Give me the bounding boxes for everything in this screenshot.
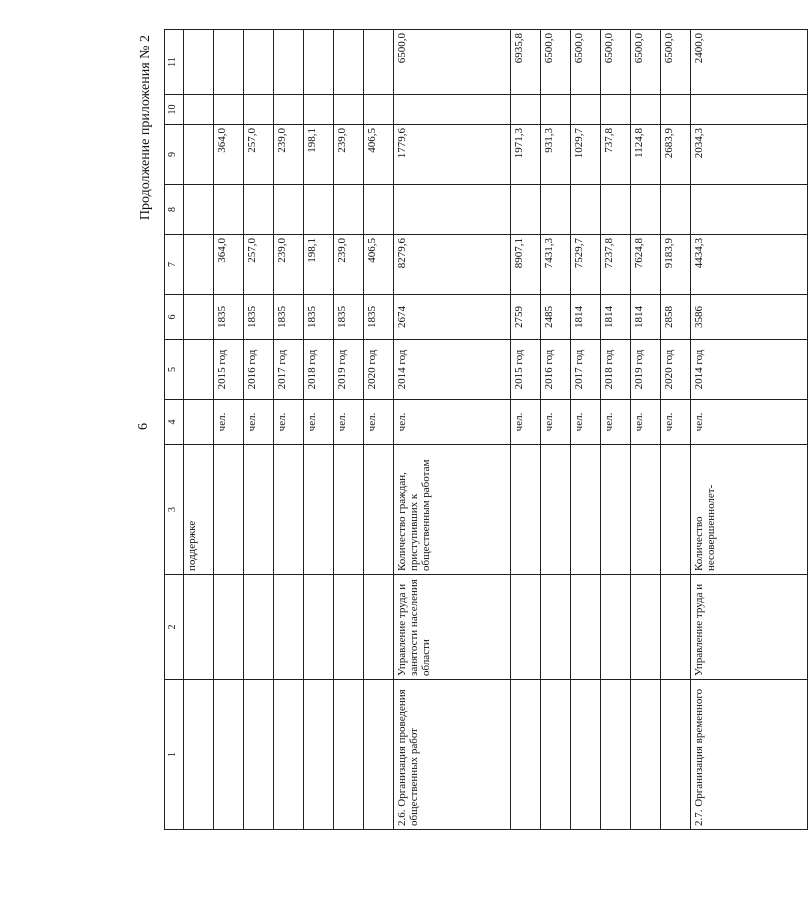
table-cell — [364, 445, 394, 575]
table-cell — [184, 95, 214, 125]
table-cell: 2759 — [511, 295, 541, 340]
table-cell: 1814 — [571, 295, 601, 340]
table-cell — [511, 445, 541, 575]
table-row — [394, 30, 511, 830]
table-cell — [214, 95, 244, 125]
page-number: 6 — [136, 423, 151, 430]
table-cell: 1835 — [364, 295, 394, 340]
table-cell: 1971,3 — [511, 125, 541, 185]
column-number: 11 — [165, 30, 184, 95]
table-cell: чел. — [274, 400, 304, 445]
table-cell: 198,1 — [304, 235, 334, 295]
table-cell: чел. — [364, 400, 394, 445]
table-cell — [541, 575, 571, 680]
table-cell — [661, 680, 691, 830]
column-number: 6 — [165, 295, 184, 340]
table-cell: Управление труда и занятости населения области — [394, 575, 511, 680]
table-cell — [214, 680, 244, 830]
table-cell — [541, 95, 571, 125]
table-cell — [601, 185, 631, 235]
table-cell: 1814 — [631, 295, 661, 340]
table-cell — [274, 445, 304, 575]
table-cell: 1835 — [334, 295, 364, 340]
table-cell — [571, 445, 601, 575]
table-cell: чел. — [601, 400, 631, 445]
table-cell: 7529,7 — [571, 235, 601, 295]
table-cell — [541, 445, 571, 575]
table-cell — [304, 185, 334, 235]
table-cell: 8279,6 — [394, 235, 511, 295]
table-cell: 931,3 — [541, 125, 571, 185]
table-cell: 1124,8 — [631, 125, 661, 185]
table-cell — [364, 575, 394, 680]
table-cell — [394, 95, 511, 125]
table-cell: 6500,0 — [601, 30, 631, 95]
table-cell: 2674 — [394, 295, 511, 340]
table-cell — [214, 185, 244, 235]
table-row — [364, 30, 394, 830]
table-cell — [661, 185, 691, 235]
table-cell — [304, 445, 334, 575]
table-cell — [244, 445, 274, 575]
table-cell: 2017 год — [571, 340, 601, 400]
table-cell — [244, 30, 274, 95]
table-cell: 2014 год — [691, 340, 808, 400]
table-cell — [511, 680, 541, 830]
appendix-note: Продолжение приложения № 2 — [138, 35, 153, 221]
table-cell — [184, 235, 214, 295]
table-cell — [304, 95, 334, 125]
table-cell — [214, 445, 244, 575]
table-cell — [334, 445, 364, 575]
column-number: 2 — [165, 575, 184, 680]
table-cell — [304, 575, 334, 680]
table-cell: 257,0 — [244, 125, 274, 185]
column-number: 4 — [165, 400, 184, 445]
table-cell: 9183,9 — [661, 235, 691, 295]
column-number: 7 — [165, 235, 184, 295]
table-cell — [394, 185, 511, 235]
table-cell: 2017 год — [274, 340, 304, 400]
table-cell — [601, 680, 631, 830]
table-cell — [364, 30, 394, 95]
table-cell: 2020 год — [364, 340, 394, 400]
table-cell: 2.7. Организация временного — [691, 680, 808, 830]
table-cell: 2016 год — [244, 340, 274, 400]
table-cell: 2485 — [541, 295, 571, 340]
table-cell: 2400,0 — [691, 30, 808, 95]
table-cell — [334, 680, 364, 830]
table-cell: Управление труда и — [691, 575, 808, 680]
table-row — [244, 30, 274, 830]
table-cell — [601, 575, 631, 680]
table-cell: 1029,7 — [571, 125, 601, 185]
table-cell: 239,0 — [274, 235, 304, 295]
table-cell — [691, 95, 808, 125]
table-cell: 1835 — [274, 295, 304, 340]
table-cell: 6500,0 — [571, 30, 601, 95]
table-cell — [511, 575, 541, 680]
table-cell: 2.6. Организация проведения общественных работ — [394, 680, 511, 830]
table-cell: 1779,6 — [394, 125, 511, 185]
table-cell — [214, 30, 244, 95]
table-cell — [184, 30, 214, 95]
table-cell — [541, 680, 571, 830]
table-cell: 2016 год — [541, 340, 571, 400]
table-cell: 198,1 — [304, 125, 334, 185]
table-cell — [244, 575, 274, 680]
table-cell: чел. — [631, 400, 661, 445]
table-cell: чел. — [571, 400, 601, 445]
table-cell: 1835 — [304, 295, 334, 340]
column-number-row — [165, 30, 184, 830]
column-number: 8 — [165, 185, 184, 235]
table-cell — [631, 185, 661, 235]
table-row — [214, 30, 244, 830]
table-cell — [661, 95, 691, 125]
table-row — [334, 30, 364, 830]
table-cell: 406,5 — [364, 125, 394, 185]
table-cell: 6935,8 — [511, 30, 541, 95]
table-cell — [511, 185, 541, 235]
table-cell: 2015 год — [511, 340, 541, 400]
table-cell — [184, 340, 214, 400]
table-cell — [274, 185, 304, 235]
table-cell — [184, 680, 214, 830]
table-cell — [631, 575, 661, 680]
table-row — [304, 30, 334, 830]
table-cell: 1835 — [244, 295, 274, 340]
table-cell: 3586 — [691, 295, 808, 340]
table-cell: 737,8 — [601, 125, 631, 185]
table-cell — [691, 185, 808, 235]
table-cell — [244, 185, 274, 235]
table-row — [601, 30, 631, 830]
data-table — [164, 29, 808, 830]
table-cell — [631, 445, 661, 575]
table-cell: 7237,8 — [601, 235, 631, 295]
table-cell: 2683,9 — [661, 125, 691, 185]
table-cell: 7624,8 — [631, 235, 661, 295]
table-cell — [364, 680, 394, 830]
table-cell: 2018 год — [304, 340, 334, 400]
table-cell — [274, 95, 304, 125]
table-cell: чел. — [334, 400, 364, 445]
table-cell: 6500,0 — [661, 30, 691, 95]
table-cell — [214, 575, 244, 680]
table-cell — [244, 95, 274, 125]
column-number: 10 — [165, 95, 184, 125]
column-number: 5 — [165, 340, 184, 400]
table-cell: 7431,3 — [541, 235, 571, 295]
table-cell: 1835 — [214, 295, 244, 340]
table-cell — [184, 185, 214, 235]
table-cell — [631, 680, 661, 830]
table-cell: 239,0 — [334, 125, 364, 185]
table-row — [631, 30, 661, 830]
table-cell: 2019 год — [334, 340, 364, 400]
table-cell — [571, 680, 601, 830]
table-cell: Количество граждан, приступивших к общественным работам — [394, 445, 511, 575]
table-cell — [244, 680, 274, 830]
table-cell: 2019 год — [631, 340, 661, 400]
table-cell — [184, 400, 214, 445]
table-row — [661, 30, 691, 830]
table-cell — [334, 30, 364, 95]
table-cell: 364,0 — [214, 235, 244, 295]
table-row — [541, 30, 571, 830]
table-cell — [184, 295, 214, 340]
column-number: 1 — [165, 680, 184, 830]
table-cell — [334, 185, 364, 235]
table-row — [274, 30, 304, 830]
table-cell — [274, 30, 304, 95]
table-cell — [304, 30, 334, 95]
table-cell: 1814 — [601, 295, 631, 340]
table-cell — [601, 95, 631, 125]
table-row — [511, 30, 541, 830]
table-cell: 2015 год — [214, 340, 244, 400]
table-cell: чел. — [541, 400, 571, 445]
table-cell — [661, 575, 691, 680]
table-cell — [511, 95, 541, 125]
table-cell: 257,0 — [244, 235, 274, 295]
table-cell: чел. — [304, 400, 334, 445]
table-cell — [571, 185, 601, 235]
table-cell: чел. — [691, 400, 808, 445]
table-cell — [334, 95, 364, 125]
page-header — [120, 30, 160, 830]
table-cell — [184, 575, 214, 680]
column-number: 9 — [165, 125, 184, 185]
column-number: 3 — [165, 445, 184, 575]
table-cell: 8907,1 — [511, 235, 541, 295]
table-row — [691, 30, 808, 830]
rotated-content — [120, 30, 717, 830]
table-cell — [274, 575, 304, 680]
table-cell: 2034,3 — [691, 125, 808, 185]
table-cell: 2014 год — [394, 340, 511, 400]
table-cell: чел. — [661, 400, 691, 445]
table-cell — [541, 185, 571, 235]
table-cell — [631, 95, 661, 125]
table-cell: чел. — [214, 400, 244, 445]
table-cell: 239,0 — [274, 125, 304, 185]
table-cell — [184, 125, 214, 185]
table-cell: 4434,3 — [691, 235, 808, 295]
table-cell — [571, 575, 601, 680]
table-cell: чел. — [511, 400, 541, 445]
table-cell: 406,5 — [364, 235, 394, 295]
table-cell: 6500,0 — [631, 30, 661, 95]
table-cell: Количество несовершеннолет- — [691, 445, 808, 575]
table-cell — [274, 680, 304, 830]
table-cell — [304, 680, 334, 830]
table-cell — [571, 95, 601, 125]
table-cell: 2858 — [661, 295, 691, 340]
table-cell — [364, 95, 394, 125]
table-cell — [364, 185, 394, 235]
table-row — [571, 30, 601, 830]
table-row — [184, 30, 214, 830]
table-cell: поддержке — [184, 445, 214, 575]
table-cell: 364,0 — [214, 125, 244, 185]
table-cell: 6500,0 — [394, 30, 511, 95]
table-cell — [601, 445, 631, 575]
table-cell: чел. — [394, 400, 511, 445]
table-cell: 2018 год — [601, 340, 631, 400]
table-cell — [661, 445, 691, 575]
table-cell: 2020 год — [661, 340, 691, 400]
table-cell — [334, 575, 364, 680]
table-cell: 239,0 — [334, 235, 364, 295]
table-cell: чел. — [244, 400, 274, 445]
table-cell: 6500,0 — [541, 30, 571, 95]
